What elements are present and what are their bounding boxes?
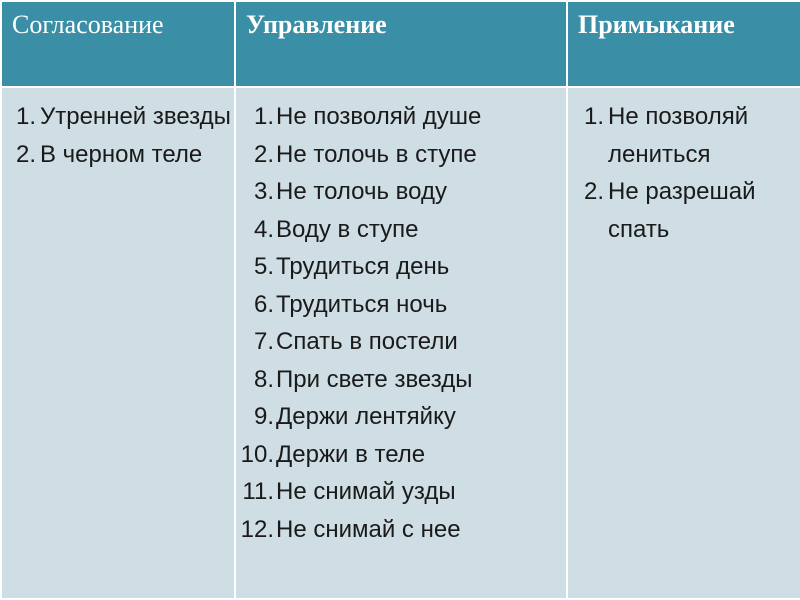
list-item bbox=[238, 248, 566, 286]
item-number: 2. bbox=[15, 140, 36, 168]
list-item bbox=[238, 211, 566, 249]
header-row bbox=[1, 1, 800, 87]
item-number: 8. bbox=[253, 365, 274, 393]
item-text: Не позволяй лениться bbox=[608, 103, 749, 168]
item-number: 3. bbox=[253, 178, 274, 205]
item-number: 5. bbox=[253, 253, 274, 280]
item-text: Воду в ступе bbox=[276, 215, 419, 243]
item-text: Держи лентяйку bbox=[276, 403, 456, 430]
list-item bbox=[238, 173, 566, 211]
header-government: Управление bbox=[235, 1, 567, 87]
item-number: 1. bbox=[15, 103, 36, 130]
item-number: 2. bbox=[583, 178, 604, 205]
list-item bbox=[238, 286, 566, 324]
list-item bbox=[238, 98, 566, 136]
item-text: Не толочь в ступе bbox=[276, 140, 477, 168]
agreement-cell bbox=[1, 87, 235, 599]
item-text: При свете звезды bbox=[276, 365, 473, 393]
item-text: В черном теле bbox=[40, 140, 203, 168]
adjunction-cell bbox=[567, 87, 800, 599]
government-cell bbox=[235, 87, 567, 599]
item-text: Спать в постели bbox=[276, 328, 458, 355]
item-text: Не снимай с нее bbox=[276, 515, 461, 543]
item-number: 10. bbox=[240, 440, 274, 468]
list-item bbox=[574, 173, 800, 248]
agreement-list bbox=[2, 88, 234, 173]
government-list bbox=[236, 88, 566, 548]
item-number: 4. bbox=[253, 215, 274, 243]
list-item bbox=[238, 361, 566, 399]
list-item bbox=[574, 98, 800, 173]
item-text: Держи в теле bbox=[276, 440, 426, 468]
list-item bbox=[238, 323, 566, 361]
item-number: 1. bbox=[583, 103, 604, 130]
item-number: 12. bbox=[240, 515, 274, 543]
item-number: 1. bbox=[253, 103, 274, 130]
body-row bbox=[1, 87, 800, 599]
list-item bbox=[238, 511, 566, 549]
item-number: 11. bbox=[242, 478, 274, 505]
item-number: 9. bbox=[253, 403, 274, 430]
list-item bbox=[2, 136, 234, 174]
item-number: 2. bbox=[253, 140, 274, 168]
list-item bbox=[238, 473, 566, 511]
header-adjunction: Примыкание bbox=[567, 1, 800, 87]
item-text: Трудиться день bbox=[276, 253, 450, 280]
adjunction-list bbox=[568, 88, 800, 248]
item-text: Не снимай узды bbox=[276, 478, 456, 505]
item-text: Утренней звезды bbox=[40, 103, 231, 130]
item-text: Трудиться ночь bbox=[276, 290, 448, 318]
list-item bbox=[238, 136, 566, 174]
item-text: Не разрешай спать bbox=[608, 178, 756, 243]
list-item bbox=[238, 398, 566, 436]
list-item bbox=[2, 98, 234, 136]
item-text: Не позволяй душе bbox=[276, 103, 482, 130]
item-text: Не толочь воду bbox=[276, 178, 447, 205]
item-number: 6. bbox=[253, 290, 274, 318]
list-item bbox=[238, 436, 566, 474]
header-agreement: Согласование bbox=[1, 1, 235, 87]
item-number: 7. bbox=[253, 328, 274, 355]
